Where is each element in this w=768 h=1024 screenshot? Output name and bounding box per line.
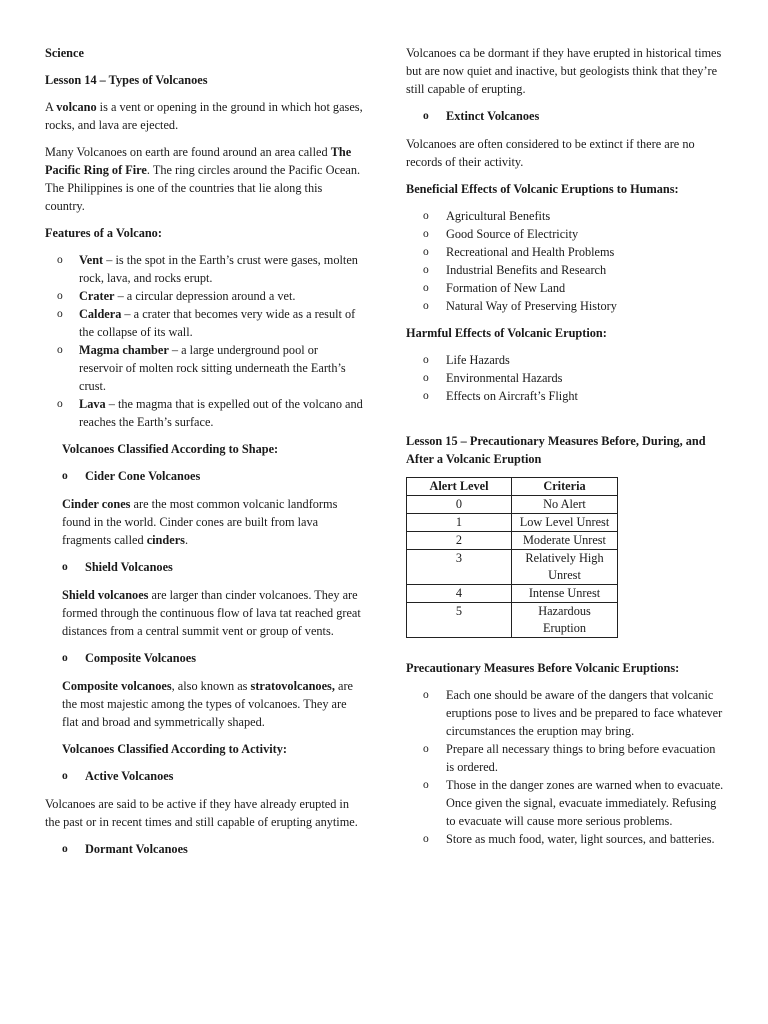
subheading-text: Active Volcanoes [85,769,174,783]
table-cell: Low Level Unrest [512,514,618,532]
text: , also known as [171,679,251,693]
features-heading: Features of a Volcano: [45,226,162,240]
table-row [407,550,618,585]
harmful-heading: Harmful Effects of Volcanic Eruption: [406,326,607,340]
table-cell: Moderate Unrest [512,532,618,550]
list-item: o Prepare all necessary things to bring before evacuation is ordered. [406,740,724,776]
desc: – a crater that becomes very wide as a result of the collapse of its wall. [79,307,356,339]
extinct-paragraph: Volcanoes are often considered to be extinct if there are no records of their activity. [406,137,695,169]
subheading-text: Extinct Volcanoes [446,109,540,123]
activity-heading: Volcanoes Classified According to Activity: [62,742,287,756]
cider-cone-subheading [45,467,363,485]
table-cell: Hazardous Eruption [512,603,618,638]
composite-paragraph [62,677,363,731]
before-eruption-list [406,686,724,848]
volcano-definition [45,98,363,134]
list-item: o Effects on Aircraft’s Flight [406,387,724,405]
table-cell: 1 [407,514,512,532]
term-ring-of-fire: The Pacific Ring of Fire [45,145,352,177]
shield-block [62,586,363,640]
subheading-text: Dormant Volcanoes [85,842,188,856]
subheading-text: Composite Volcanoes [85,651,197,665]
list-item: o Industrial Benefits and Research [406,261,724,279]
extinct-subheading [406,107,724,125]
table-row [407,585,618,603]
harmful-list [406,351,724,405]
dormant-paragraph: Volcanoes ca be dormant if they have erupted in historical times but are now quiet and inactive, but geologists think that they’re still capable of erupting. [406,46,722,96]
table-cell: Intense Unrest [512,585,618,603]
term: Crater [79,289,115,303]
dormant-subheading [45,840,363,858]
right-column [406,44,724,857]
list-item: o Good Source of Electricity [406,225,724,243]
table-header-row [407,478,618,496]
table-row [407,532,618,550]
spacer [406,414,724,432]
table-cell: No Alert [512,496,618,514]
text: are the most majestic among the types of volcanoes. They are flat and broad and symmetrically shaped. [62,679,353,729]
term-composite: Composite volcanoes [62,679,172,693]
term-cinders: cinders [146,533,185,547]
table-row [407,603,618,638]
feature-item-magma-chamber [45,341,363,395]
term: Magma chamber [79,343,169,357]
list-item: o Natural Way of Preserving History [406,297,724,315]
feature-item-lava [45,395,363,431]
bullet-o: o [62,843,68,855]
desc: – the magma that is expelled out of the volcano and reaches the Earth’s surface. [79,397,363,429]
term: Caldera [79,307,122,321]
cinder-block [62,495,363,549]
column-header-criteria: Criteria [512,478,618,496]
table-cell: 3 [407,550,512,585]
feature-item-vent [45,251,363,287]
table-row [407,496,618,514]
alert-level-table [406,477,618,638]
bullet-o: o [62,470,68,482]
feature-item-caldera [45,305,363,341]
shield-paragraph [62,586,363,640]
bullet-o: o [62,770,68,782]
table-cell: 0 [407,496,512,514]
desc: – a large underground pool or reservoir of molten rock sitting underneath the Earth’s crust. [79,343,346,393]
active-subheading [45,767,363,785]
features-list [45,251,363,431]
beneficial-heading: Beneficial Effects of Volcanic Eruptions to Humans: [406,182,679,196]
text: Many Volcanoes on earth are found around an area called [45,145,331,159]
list-item: o Life Hazards [406,351,724,369]
list-item: o Agricultural Benefits [406,207,724,225]
text: are larger than cinder volcanoes. They are formed through the continuous flow of lava tat reached great distances from a central summit vent or group of vents. [62,588,361,638]
desc: – a circular depression around a vet. [114,289,296,303]
bullet-o: o [62,561,68,573]
feature-item-crater [45,287,363,305]
shape-section [62,440,363,458]
list-item: o Each one should be aware of the dangers that volcanic eruptions pose to lives and be prepared to face whatever circumstances the eruption may bring. [406,686,724,740]
bullet-o: o [423,110,429,122]
text: . The ring circles around the Pacific Ocean. The Philippines is one of the countries that lie along this country. [45,163,361,213]
list-item: o Recreational and Health Problems [406,243,724,261]
term-cinder-cones: Cinder cones [62,497,131,511]
left-column [45,44,363,868]
bullet-o: o [62,652,68,664]
subject-label: Science [45,46,84,60]
subheading-text: Cider Cone Volcanoes [85,469,201,483]
lesson-14-title: Lesson 14 – Types of Volcanoes [45,73,208,87]
desc: – is the spot in the Earth’s crust were gases, molten rock, lava, and rocks erupt. [79,253,358,285]
subheading-text: Shield Volcanoes [85,560,173,574]
active-paragraph: Volcanoes are said to be active if they have already erupted in the past or in recent times and still capable of erupting anytime. [45,797,358,829]
composite-block [62,677,363,758]
term-stratovolcanoes: stratovolcanoes, [250,679,335,693]
beneficial-list [406,207,724,315]
table-cell: 2 [407,532,512,550]
table-cell: 5 [407,603,512,638]
composite-subheading [45,649,363,667]
term: Vent [79,253,104,267]
column-header-alert-level: Alert Level [407,478,512,496]
term: Lava [79,397,106,411]
shape-heading: Volcanoes Classified According to Shape: [62,442,279,456]
list-item: o Formation of New Land [406,279,724,297]
text: . [184,533,189,547]
table-cell: 4 [407,585,512,603]
text: is a vent or opening in the ground in which hot gases, rocks, and lava are ejected. [45,100,363,132]
list-item: o Those in the danger zones are warned when to evacuate. Once given the signal, evacuate immediately. Refusing to evacuate will cause more serious problems. [406,776,724,830]
text: A [45,100,57,114]
lesson-15-title: Lesson 15 – Precautionary Measures Before, During, and After a Volcanic Eruption [406,434,706,466]
table-row [407,514,618,532]
cinder-paragraph [62,495,363,549]
shield-subheading [45,558,363,576]
term-volcano: volcano [56,100,97,114]
list-item: o Store as much food, water, light sources, and batteries. [406,830,724,848]
before-eruption-heading: Precautionary Measures Before Volcanic Eruptions: [406,661,680,675]
text: are the most common volcanic landforms found in the world. Cinder cones are built from lava fragments called [62,497,338,547]
list-item: o Environmental Hazards [406,369,724,387]
ring-of-fire-paragraph [45,143,363,215]
term-shield-volcanoes: Shield volcanoes [62,588,149,602]
table-cell: Relatively High Unrest [512,550,618,585]
